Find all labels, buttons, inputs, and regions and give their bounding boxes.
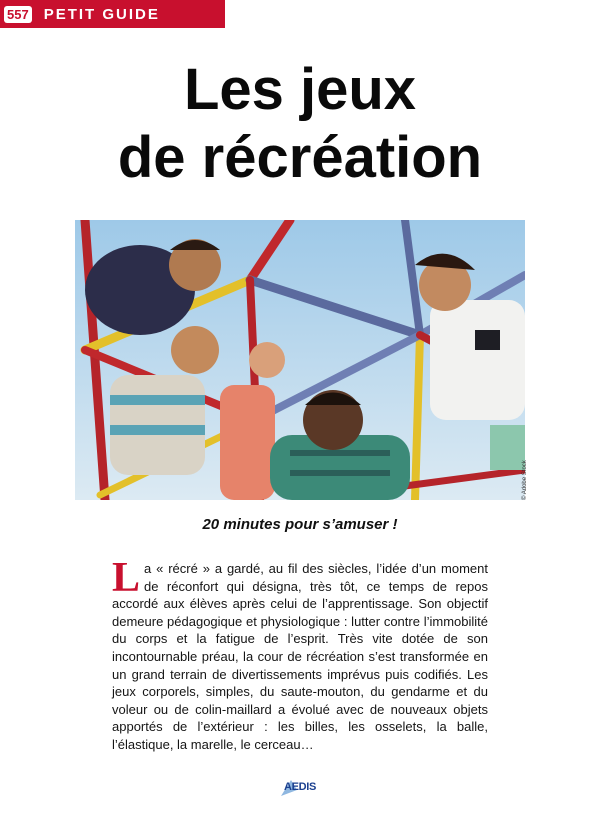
title-line-2: de récréation bbox=[117, 125, 483, 190]
publisher-logo bbox=[277, 778, 323, 798]
title-line-1: Les jeux bbox=[183, 57, 417, 122]
series-name: PETIT GUIDE bbox=[43, 5, 160, 23]
subtitle: 20 minutes pour s’amuser ! bbox=[202, 516, 398, 533]
cover-photo bbox=[75, 220, 525, 500]
drop-cap: L bbox=[112, 555, 141, 601]
intro-text: a « récré » a gardé, au fil des siècles, l’idée d’un moment de réconfort qui désigna, très tôt, ce temps de repos accordé aux élèves après celui de l’apprentissage. Son objectif demeure pédagogique et physiologique : lutter contre l’immobilité du corps et la fatigue de l’esprit. Très vite dotée de son incontournable préau, la cour de récréation s’est transformée en un grand terrain de divertissements imprévus puis codifiés. Les jeux corporels, simples, du saute-mouton, du gendarme et du voleur ou de colin-maillard a évolué avec de nouveaux objets apportés de l’extérieur : les billes, les osselets, la balle, l’élastique, la marelle, le cerceau… bbox=[112, 561, 488, 752]
publisher-logo-text: AEDIS bbox=[283, 781, 317, 793]
page-title bbox=[0, 56, 600, 192]
series-number: 557 bbox=[4, 6, 32, 23]
children-climbing-frame-image bbox=[75, 220, 525, 500]
intro-paragraph bbox=[112, 555, 488, 754]
photo-credit: © Adobe Stock bbox=[522, 460, 528, 500]
series-band bbox=[0, 0, 225, 28]
